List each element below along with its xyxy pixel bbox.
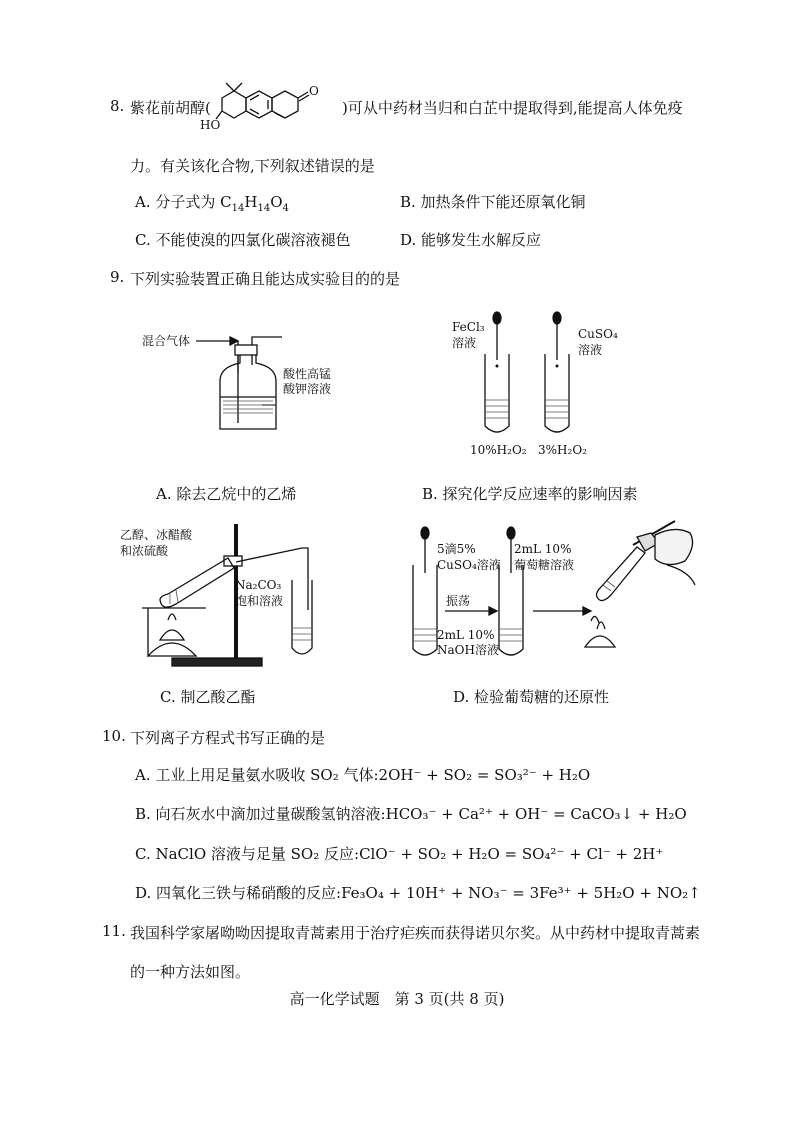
q9d-shake-label: 振荡 [446,594,471,608]
q9a-solution-line1: 酸性高锰 [283,367,332,381]
q8-option-a-sub3: 4 [282,203,289,214]
q11-line2: 的一种方法如图。 [130,963,251,981]
q8-option-a-prefix: A. 分子式为 C [135,193,232,211]
q9d-drop1-line1: 5滴5% [437,542,476,556]
q9b-left-tube-label: 10%H₂O₂ [470,443,527,457]
q10-option-b: B. 向石灰水中滴加过量碳酸氢钠溶液:HCO₃⁻ + Ca²⁺ + OH⁻ = CaCO₃↓ + H₂O [135,805,687,823]
q9b-left-reagent1: FeCl₃ [452,320,485,334]
q9c-reagent-line2: 和浓硫酸 [120,544,169,558]
q9a-solution-line2: 酸钾溶液 [283,382,332,396]
q8-stem-line2: 力。有关该化合物,下列叙述错误的是 [130,157,375,175]
q9b-test-tubes [480,310,590,440]
q9b-right-reagent1: CuSO₄ [578,327,618,341]
q8-option-a-sub1: 14 [231,203,245,214]
q8-stem-after: )可从中药材当归和白芷中提取得到,能提高人体免疫 [342,99,683,117]
q9b-caption: B. 探究化学反应速率的影响因素 [422,485,638,503]
q11-number: 11. [102,922,126,940]
q9a-gas-label: 混合气体 [142,334,191,348]
q8-option-b: B. 加热条件下能还原氧化铜 [400,193,586,211]
q10-option-a: A. 工业上用足量氨水吸收 SO₂ 气体:2OH⁻ + SO₂ = SO₃²⁻ + H₂O [135,766,591,784]
q9c-receiver-line1: Na₂CO₃ [235,578,282,592]
q9d-drop1-line2: CuSO₄溶液 [437,558,501,572]
q8-carbonyl-o-label: O [309,84,319,98]
q8-molecule-structure [200,80,342,132]
q8-option-c: C. 不能使溴的四氯化碳溶液褪色 [135,231,351,249]
q10-stem: 下列离子方程式书写正确的是 [130,729,326,747]
q11-line1: 我国科学家屠呦呦因提取青蒿素用于治疗疟疾而获得诺贝尔奖。从中药材中提取青蒿素 [130,924,701,942]
q8-stem-before: 紫花前胡醇( [130,99,211,117]
q9d-drop2-line2: 葡萄糖溶液 [514,558,575,572]
q8-option-a-end: O [270,193,283,211]
q8-option-d: D. 能够发生水解反应 [400,231,542,249]
q9a-caption: A. 除去乙烷中的乙烯 [156,485,297,503]
q8-option-a [135,191,289,214]
q9d-caption: D. 检验葡萄糖的还原性 [453,688,610,706]
q9c-receiver-line2: 饱和溶液 [235,594,284,608]
q9-stem: 下列实验装置正确且能达成实验目的的是 [130,270,401,288]
q9b-left-reagent2: 溶液 [452,336,477,350]
q10-number: 10. [102,727,126,745]
q9c-reagent-line1: 乙醇、冰醋酸 [120,528,193,542]
q9d-base-line1: 2mL 10% [437,628,495,642]
q10-option-c: C. NaClO 溶液与足量 SO₂ 反应:ClO⁻ + SO₂ + H₂O = SO₄²⁻ + Cl⁻ + 2H⁺ [135,845,664,863]
q10-option-d: D. 四氧化三铁与稀硝酸的反应:Fe₃O₄ + 10H⁺ + NO₃⁻ = 3Fe³⁺ + 5H₂O + NO₂↑ [135,884,701,902]
q9b-right-tube-label: 3%H₂O₂ [538,443,587,457]
q8-option-a-sub2: 14 [257,203,271,214]
q8-oh-label: HO [200,118,221,132]
q9b-right-reagent2: 溶液 [578,343,603,357]
q8-number: 8. [110,97,125,115]
q9d-glucose-test [405,525,705,670]
q8-option-a-mid: H [244,193,258,211]
q9c-caption: C. 制乙酸乙酯 [160,688,256,706]
q9-number: 9. [110,268,125,286]
q9d-base-line2: NaOH溶液 [437,643,499,657]
q9d-drop2-line1: 2mL 10% [514,542,572,556]
page-footer: 高一化学试题 第 3 页(共 8 页) [289,990,505,1008]
